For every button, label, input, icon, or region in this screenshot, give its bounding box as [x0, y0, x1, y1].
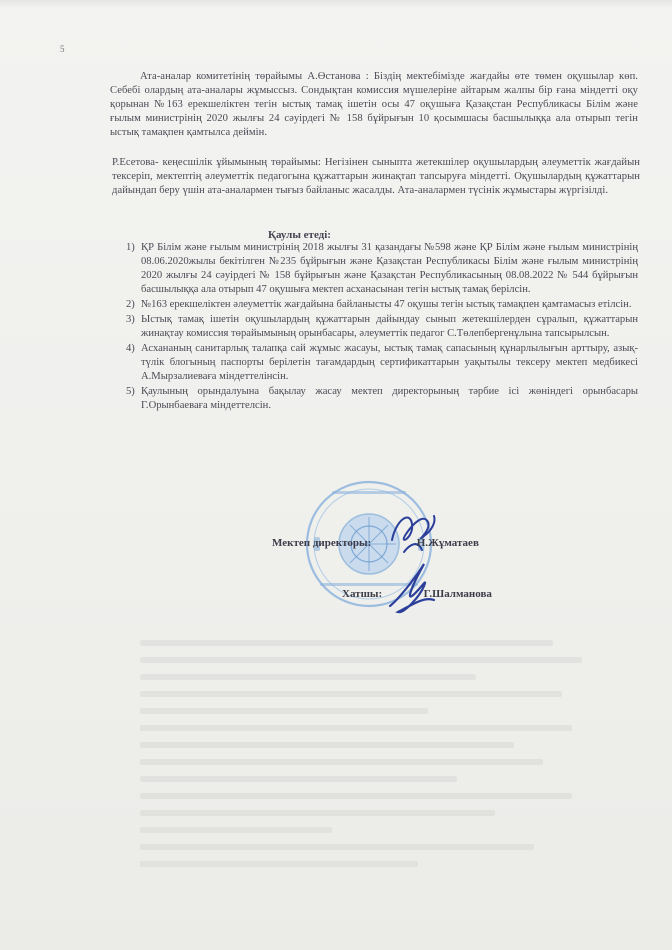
paragraph-parents-committee: Ата-аналар комитетінің төрайымы А.Өстанова : Біздің мектебімізде жағдайы өте төмен оқушылар көп. Себебі олардың ата-аналары жұмыссыз. Сондықтан комиссия мүшелеріне айтарым жалпы бір ғана міндетті оқу қорынан №163 ерекшеліктен тегін ыстық тамақ ішетін осы 47 оқушыға Қазақстан Республикасы Білім және ғылым министрінің 2020 жылғы 24 сәуірдегі № 158 бұйрығын 10 қосымшасы басшылыққа ала отырып тегін ыстық тамақпен қамтылса деймін. [110, 71, 638, 138]
secretary-signature-line [342, 588, 492, 600]
page-fold-shadow [0, 0, 672, 8]
secretary-name: Г.Шалманова [423, 588, 492, 600]
director-name: Н.Жұматаев [416, 537, 479, 549]
bleed-through-texture [140, 640, 620, 900]
decision-heading: Қаулы етеді: [268, 229, 331, 241]
decision-list [126, 241, 638, 414]
secretary-label: Хатшы: [342, 588, 383, 600]
director-label: Мектеп директоры: [272, 537, 372, 549]
list-item: 5) Қаулының орындалуына бақылау жасау мектеп директорының тәрбие ісі жөніндегі орынбасары Г.Орынбаеваға міндеттелсін. [126, 386, 638, 411]
list-item: 1) ҚР Білім және ғылым министрінің 2018 жылғы 31 қазандағы №598 және ҚР Білім және ғылым министрінің 08.06.2020жылы бекітілген №235 бұйрығын және Қазақстан Республикасы Білім және ғылым министрінің 2020 жылғы 24 сәуірдегі № 158 бұйрығын және Қазақстан Республикасының 08.08.2022 № 544 бұйрығын басшылыққа ала отырып 47 оқушыға мектеп асханасынан тегін ыстық тамақ берілсін. [126, 242, 638, 295]
director-signature [384, 500, 444, 560]
list-item: 3) Ыстық тамақ ішетін оқушылардың құжаттарын дайындау сынып жетекшілерден сұралып, құжаттарын жинақтау комиссия төрайымының орынбасары, әлеуметтік педагог С.Төлепбергенұлына тапсырылсын. [126, 314, 638, 339]
paragraph-council: Р.Есетова- кеңесшілік ұйымының төрайымы: Негізінен сыныпта жетекшілер оқушылардың әлеуметтік жағдайын тексеріп, мектептің әлеуметтік педагогына құжаттарын жинақтап тапсыруға міндетті. Оқушылардың құжаттарын дайындап беру үшін ата-аналармен тығыз байланыс жасалды. Ата-аналармен түсінік жұмыстары жүргізілді. [112, 157, 640, 196]
margin-mark: 5 [60, 44, 65, 54]
list-item: 4) Асхананың санитарлық талапқа сай жұмыс жасауы, ыстық тамақ сапасының құнарлылығын арттыру, азық-түлік блогының паспорты берілетін тағамдардың сертификаттарын уақытылы тексеру мектеп медбикесі А.Мырзалиеваға міндеттелінсін. [126, 343, 638, 382]
list-item: 2) №163 ерекшеліктен әлеуметтік жағдайына байланысты 47 оқушы тегін ыстық тамақпен қамтамасыз етілсін. [126, 299, 632, 310]
director-signature-line [272, 537, 479, 549]
